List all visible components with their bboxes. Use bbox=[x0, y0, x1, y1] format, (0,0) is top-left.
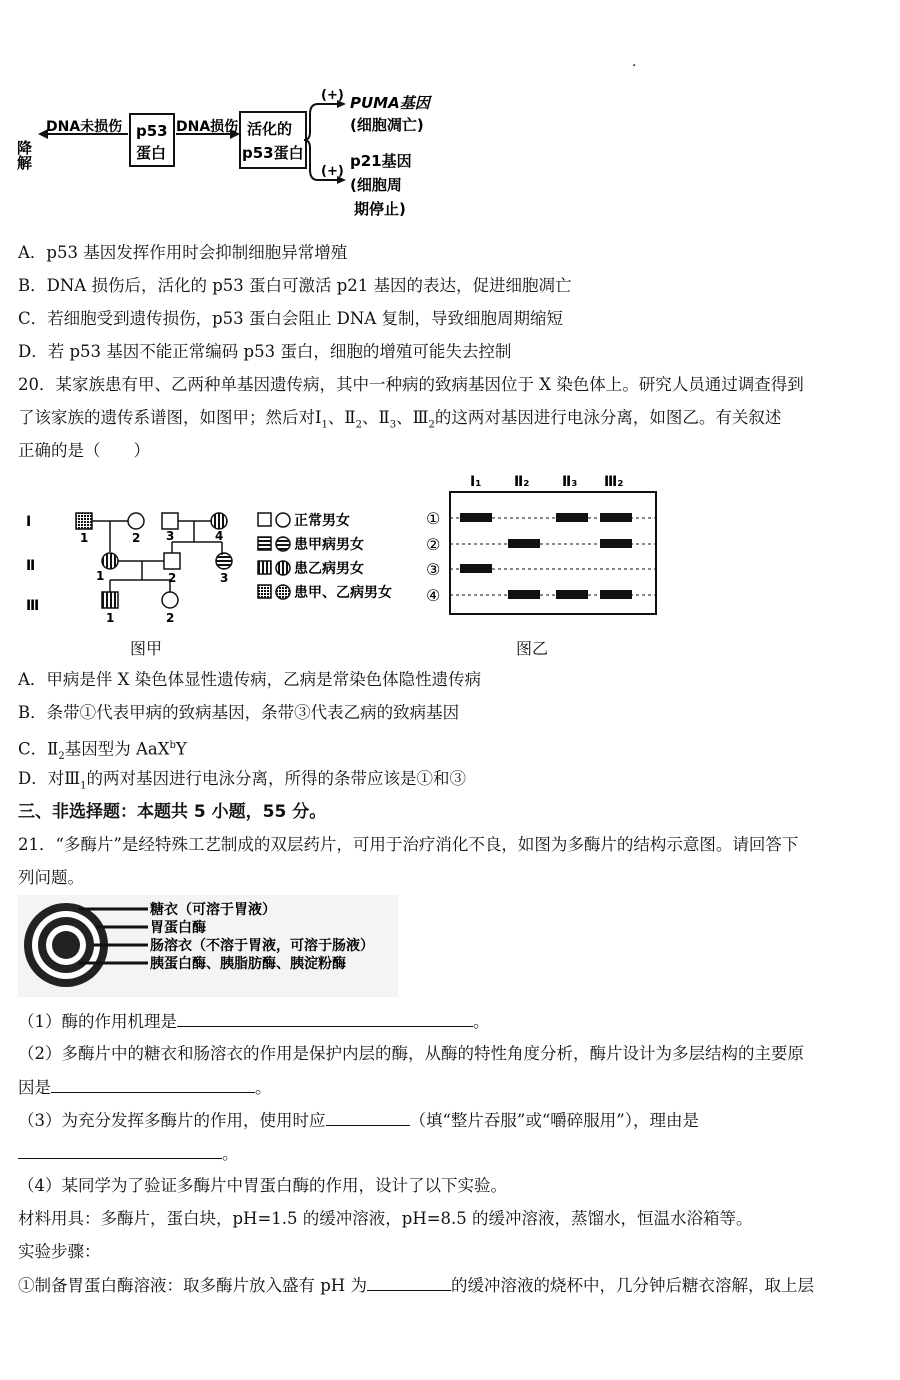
q20-stem-line1: 20．某家族患有甲、乙两种单基因遗传病，其中一种病的致病基因位于 X 染色体上。研究人员通过调查得到 bbox=[18, 375, 804, 394]
gen-label-1: Ⅰ bbox=[26, 514, 32, 530]
activated-box-line1: 活化的 bbox=[247, 120, 293, 138]
plus-top: (+) bbox=[321, 88, 344, 103]
q21-part-2-line1: （2）多酶片中的糖衣和肠溶衣的作用是保护内层的酶，从酶的特性角度分析，酶片设计为多层结构的主要原 bbox=[18, 1044, 804, 1063]
answer-blank-1[interactable] bbox=[177, 1010, 473, 1027]
num-iii2: 2 bbox=[166, 611, 175, 625]
num-ii3: 3 bbox=[220, 571, 229, 585]
individual-iii2-female-normal bbox=[162, 592, 178, 608]
num-iii1: 1 bbox=[106, 611, 115, 625]
num-i4: 4 bbox=[215, 529, 224, 543]
q20-option-c: C．$Ⅱ_2$基因型为 AaX$^b$Y bbox=[18, 739, 187, 762]
tablet-label-sugar-coat: 糖衣（可溶于胃液） bbox=[150, 902, 276, 918]
num-ii2: 2 bbox=[168, 571, 177, 585]
band-row4-iii2 bbox=[600, 590, 632, 599]
legend-b-text: 患乙病男女 bbox=[294, 561, 364, 577]
band-row4-ii2 bbox=[508, 590, 540, 599]
band-row2-iii2 bbox=[600, 539, 632, 548]
col-i1: Ⅰ₁ bbox=[470, 474, 482, 490]
answer-blank-3[interactable] bbox=[326, 1109, 410, 1126]
gen-label-3: Ⅲ bbox=[26, 598, 40, 614]
q21-part-3-line1: （3）为充分发挥多酶片的作用，使用时应 （填“整片吞服”或“嚼碎服用”），理由是 bbox=[18, 1111, 699, 1130]
label-damage: DNA损伤 bbox=[176, 119, 239, 135]
q21-part-3-line2: 。 bbox=[18, 1142, 886, 1165]
legend-normal-text: 正常男女 bbox=[294, 513, 350, 529]
col-iii2: Ⅲ₂ bbox=[604, 474, 624, 490]
legend-a-text: 患甲病男女 bbox=[294, 537, 364, 553]
p53-box-line1: p53 bbox=[136, 122, 168, 140]
q21-materials: 材料用具：多酶片，蛋白块，pH=1.5 的缓冲溶液，pH=8.5 的缓冲溶液，蒸馏水，恒温水浴箱等。 bbox=[18, 1209, 753, 1228]
individual-iii1-male-b bbox=[102, 592, 118, 608]
q19-option-a: A．p53 基因发挥作用时会抑制细胞异常增殖 bbox=[18, 243, 348, 262]
electrophoresis-chart bbox=[422, 470, 662, 618]
caption-fig-a: 图甲 bbox=[130, 639, 163, 658]
tablet-label-pepsin: 胃蛋白酶 bbox=[150, 920, 206, 936]
q20-option-a: A．甲病是伴 X 染色体显性遗传病，乙病是常染色体隐性遗传病 bbox=[18, 670, 482, 689]
col-ii3: Ⅱ₃ bbox=[562, 474, 578, 490]
q20-stem-line2: 了该家族的遗传系谱图，如图甲；然后对$Ⅰ_1$、$Ⅱ_2$、$Ⅱ_3$、$Ⅲ_2$的这两对基因进行电泳分离，如图乙。有关叙述 bbox=[18, 408, 782, 431]
tablet-label-pancreatic-enzymes: 胰蛋白酶、胰脂肪酶、胰淀粉酶 bbox=[150, 956, 346, 972]
band-row1-iii2 bbox=[600, 513, 632, 522]
plus-bottom: (+) bbox=[321, 164, 344, 179]
legend-b-male bbox=[258, 561, 271, 574]
p21-effect-line2: 期停止) bbox=[354, 200, 406, 218]
answer-blank-2[interactable] bbox=[51, 1076, 255, 1093]
q21-part-4: （4）某同学为了验证多酶片中胃蛋白酶的作用，设计了以下实验。 bbox=[18, 1176, 507, 1195]
q20-stem-line3: 正确的是（ ） bbox=[18, 441, 150, 460]
legend-both-male bbox=[258, 585, 271, 598]
row-label-4: ④ bbox=[426, 586, 441, 605]
num-i2: 2 bbox=[132, 531, 141, 545]
num-i3: 3 bbox=[166, 529, 175, 543]
pedigree-chart bbox=[18, 500, 458, 630]
stray-dot: · bbox=[632, 58, 637, 74]
individual-i4-female-b bbox=[211, 513, 227, 529]
individual-i2-female-normal bbox=[128, 513, 144, 529]
legend-both-female bbox=[276, 585, 290, 599]
section-3-heading: 三、非选择题：本题共 5 小题，55 分。 bbox=[18, 802, 327, 822]
legend-b-female bbox=[276, 561, 290, 575]
p53-pathway-diagram bbox=[15, 84, 458, 224]
q21-stem-line2: 列问题。 bbox=[18, 868, 84, 887]
q19-option-d: D．若 p53 基因不能正常编码 p53 蛋白，细胞的增殖可能失去控制 bbox=[18, 342, 512, 361]
q21-part-2-line2: 因是 。 bbox=[18, 1078, 272, 1097]
puma-gene-label: PUMA基因 bbox=[350, 94, 430, 112]
puma-effect-label: (细胞凋亡) bbox=[350, 116, 424, 134]
p21-gene-label: p21基因 bbox=[350, 152, 412, 170]
q21-stem-line1: 21．“多酶片”是经特殊工艺制成的双层药片，可用于治疗消化不良，如图为多酶片的结构示意图。请回答下 bbox=[18, 835, 799, 854]
individual-ii1-female-b bbox=[102, 553, 118, 569]
q21-steps-title: 实验步骤： bbox=[18, 1242, 101, 1261]
band-row3-i1 bbox=[460, 564, 492, 573]
num-ii1: 1 bbox=[96, 569, 105, 583]
band-row4-ii3 bbox=[556, 590, 588, 599]
q19-option-b: B．DNA 损伤后，活化的 p53 蛋白可激活 p21 基因的表达，促进细胞凋亡 bbox=[18, 276, 572, 295]
caption-fig-b: 图乙 bbox=[516, 639, 549, 658]
activated-box-line2: p53蛋白 bbox=[242, 144, 304, 162]
gen-label-2: Ⅱ bbox=[26, 558, 36, 574]
individual-ii3-female-a bbox=[216, 553, 232, 569]
label-no-damage: DNA未损伤 bbox=[46, 119, 123, 135]
q20-option-b: B．条带①代表甲病的致病基因，条带③代表乙病的致病基因 bbox=[18, 703, 460, 722]
legend-normal-male bbox=[258, 513, 271, 526]
q21-part-1: （1）酶的作用机理是 。 bbox=[18, 1012, 490, 1031]
band-row2-ii2 bbox=[508, 539, 540, 548]
legend-both-text: 患甲、乙病男女 bbox=[294, 585, 392, 601]
num-i1: 1 bbox=[80, 531, 89, 545]
col-ii2: Ⅱ₂ bbox=[514, 474, 530, 490]
tablet-core bbox=[52, 931, 80, 959]
row-label-1: ① bbox=[426, 509, 441, 528]
q21-step-1: ①制备胃蛋白酶溶液：取多酶片放入盛有 pH 为 的缓冲溶液的烧杯中，几分钟后糖衣溶解，取上层 bbox=[18, 1276, 814, 1295]
q20-option-d: D．对$Ⅲ_1$的两对基因进行电泳分离，所得的条带应该是①和③ bbox=[18, 769, 467, 792]
individual-i3-male-normal bbox=[162, 513, 178, 529]
legend-normal-female bbox=[276, 513, 290, 527]
individual-i1-male-both bbox=[76, 513, 92, 529]
legend-a-female bbox=[276, 537, 290, 551]
answer-blank-5[interactable] bbox=[367, 1274, 451, 1291]
row-label-3: ③ bbox=[426, 560, 441, 579]
row-label-2: ② bbox=[426, 535, 441, 554]
tablet-label-enteric-coat: 肠溶衣（不溶于胃液，可溶于肠液） bbox=[150, 938, 374, 954]
label-degrade: 降解 bbox=[15, 140, 33, 170]
band-row1-ii3 bbox=[556, 513, 588, 522]
q19-option-c: C．若细胞受到遗传损伤，p53 蛋白会阻止 DNA 复制，导致细胞周期缩短 bbox=[18, 309, 563, 328]
answer-blank-4[interactable] bbox=[18, 1142, 222, 1159]
band-row1-i1 bbox=[460, 513, 492, 522]
tablet-structure-diagram bbox=[18, 895, 398, 997]
legend-a-male bbox=[258, 537, 271, 550]
individual-ii2-male-normal bbox=[164, 553, 180, 569]
p21-effect-line1: (细胞周 bbox=[350, 176, 402, 194]
p53-box-line2: 蛋白 bbox=[136, 144, 167, 162]
